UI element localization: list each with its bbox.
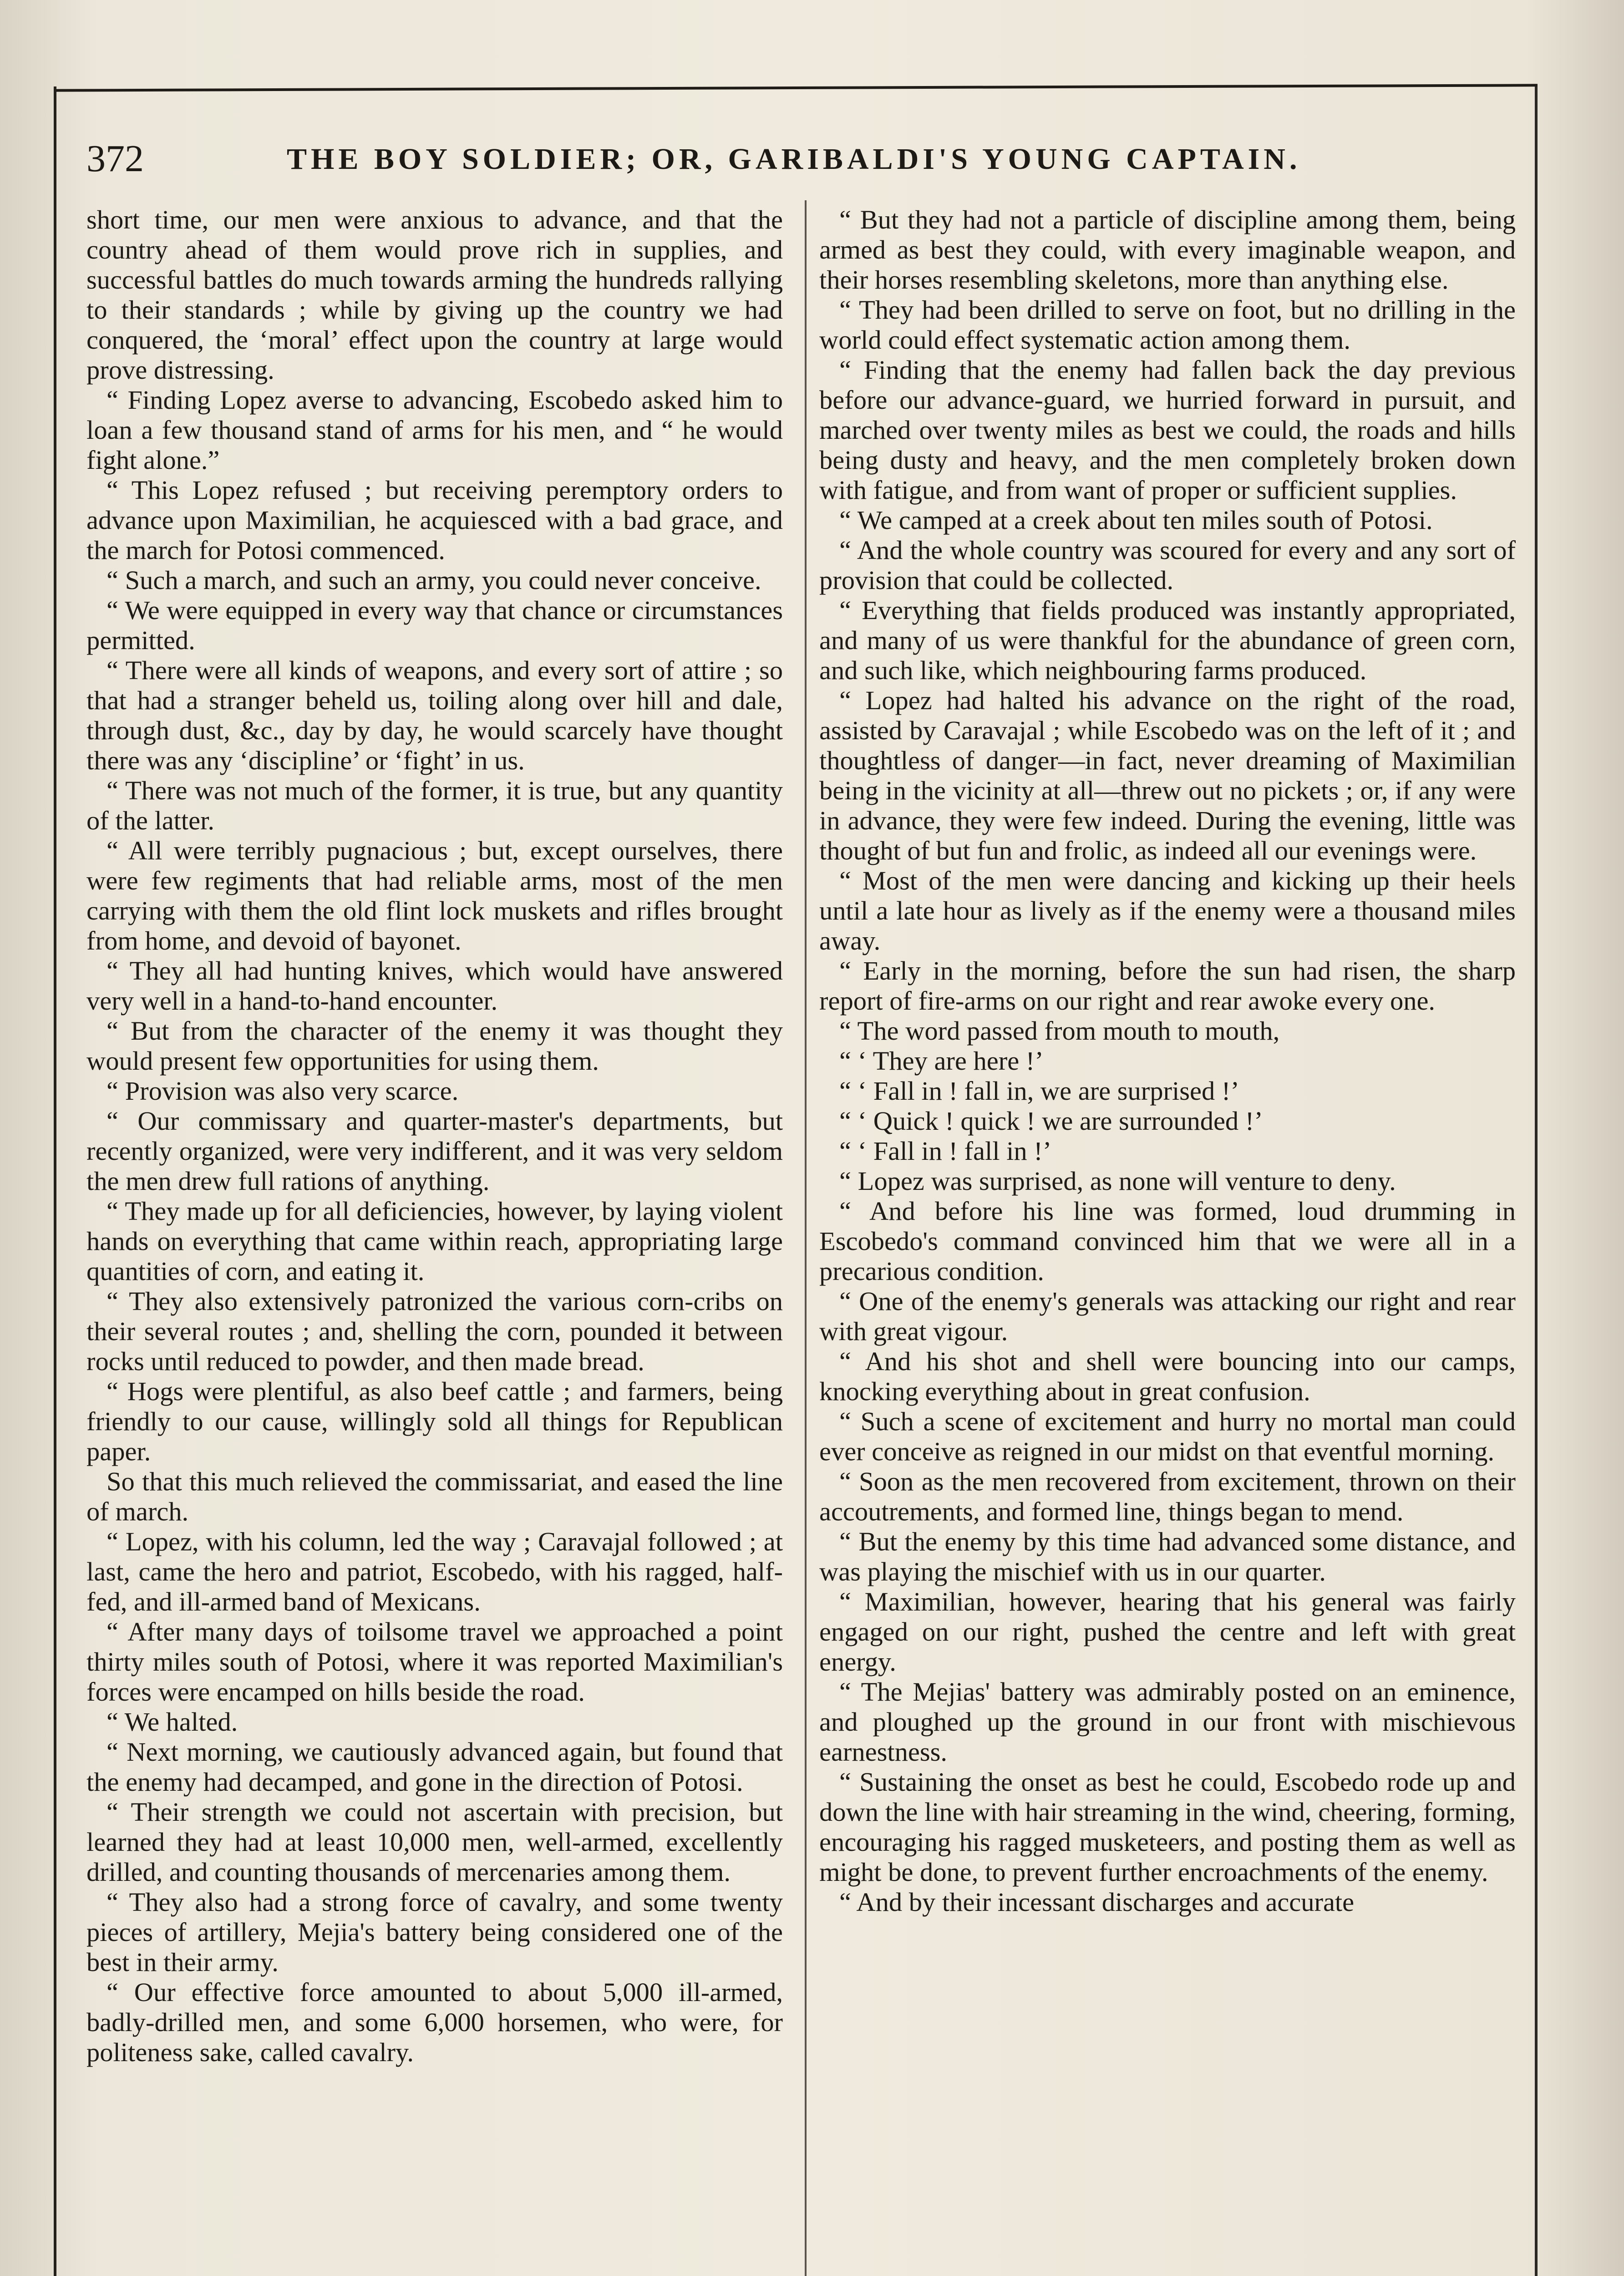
paragraph: “ One of the enemy's generals was attacking our right and rear with great vigour. bbox=[819, 1286, 1516, 1346]
paragraph: “ And before his line was formed, loud drumming in Escobedo's command convinced him that we were all in a precarious condition. bbox=[819, 1196, 1516, 1286]
paragraph: “ The Mejias' battery was admirably posted on an eminence, and ploughed up the ground in our front with mischievous earnestness. bbox=[819, 1677, 1516, 1767]
paragraph: “ They also extensively patronized the various corn-cribs on their several routes ; and, shelling the corn, pounded it between rocks until reduced to powder, and then made bread. bbox=[86, 1286, 783, 1376]
paragraph: “ They made up for all deficiencies, however, by laying violent hands on everything that came within reach, appropriating large quantities of corn, and eating it. bbox=[86, 1196, 783, 1286]
paragraph: “ There was not much of the former, it is true, but any quantity of the latter. bbox=[86, 776, 783, 835]
paragraph: “ Such a march, and such an army, you could never conceive. bbox=[107, 565, 761, 595]
page-header bbox=[86, 132, 1507, 187]
paragraph: “ Next morning, we cautiously advanced again, but found that the enemy had decamped, and gone in the direction of Potosi. bbox=[86, 1737, 783, 1797]
paragraph: “ The word passed from mouth to mouth, bbox=[839, 1016, 1280, 1046]
paragraph: “ Such a scene of excitement and hurry no mortal man could ever conceive as reigned in our midst on that eventful morning. bbox=[819, 1407, 1516, 1466]
border-rule-left bbox=[54, 86, 56, 2276]
paragraph: “ ‘ Quick ! quick ! we are surrounded !’ bbox=[839, 1106, 1263, 1136]
paragraph: “ Lopez had halted his advance on the right of the road, assisted by Caravajal ; while Escobedo was on the left of it ; and thoughtless of danger—in fact, never dreaming of Maximilian being in the vicinity at all—threw out no pickets ; or, if any were in advance, they were few indeed. During the evening, little was thought of but fun and frolic, as indeed all our evenings were. bbox=[819, 686, 1516, 865]
paragraph: “ Most of the men were dancing and kicking up their heels until a late hour as lively as if the enemy were a thousand miles away. bbox=[819, 866, 1516, 955]
paragraph: “ This Lopez refused ; but receiving peremptory orders to advance upon Maximilian, he acquiesced with a bad grace, and the march for Potosi commenced. bbox=[86, 475, 783, 565]
paragraph: “ ‘ Fall in ! fall in !’ bbox=[839, 1136, 1052, 1166]
paragraph: “ Sustaining the onset as best he could, Escobedo rode up and down the line with hair streaming in the wind, cheering, forming, encouraging his ragged musketeers, and posting them as well as might be done, to prevent further encroachments of the enemy. bbox=[819, 1767, 1516, 1887]
page-number: 372 bbox=[86, 137, 144, 180]
border-rule-right bbox=[1535, 86, 1538, 2276]
running-title: THE BOY SOLDIER; OR, GARIBALDI'S YOUNG CAPTAIN. bbox=[287, 142, 1301, 176]
paragraph: “ ‘ They are here !’ bbox=[839, 1046, 1044, 1076]
paragraph: “ They had been drilled to serve on foot, but no drilling in the world could effect systematic action among them. bbox=[819, 295, 1516, 355]
paragraph: “ Hogs were plentiful, as also beef cattle ; and farmers, being friendly to our cause, willingly sold all things for Republican paper. bbox=[86, 1377, 783, 1466]
paragraph: “ And the whole country was scoured for every and any sort of provision that could be collected. bbox=[819, 535, 1516, 595]
paragraph: “ We halted. bbox=[107, 1707, 238, 1737]
column-divider bbox=[805, 200, 807, 2276]
paragraph: “ Our effective force amounted to about 5,000 ill-armed, badly-drilled men, and some 6,000 horsemen, who were, for politeness sake, called cavalry. bbox=[86, 1977, 783, 2067]
paragraph: “ Lopez was surprised, as none will venture to deny. bbox=[839, 1166, 1396, 1196]
paragraph: “ And by their incessant discharges and accurate bbox=[839, 1887, 1355, 1917]
paragraph: “ Maximilian, however, hearing that his general was fairly engaged on our right, pushed the centre and left with great energy. bbox=[819, 1587, 1516, 1677]
paragraph: “ We were equipped in every way that chance or circumstances permitted. bbox=[86, 595, 783, 655]
paragraph: “ ‘ Fall in ! fall in, we are surprised !’ bbox=[839, 1076, 1239, 1106]
paragraph: “ But the enemy by this time had advanced some distance, and was playing the mischief with us in our quarter. bbox=[819, 1527, 1516, 1586]
paragraph: “ They all had hunting knives, which would have answered very well in a hand-to-hand encounter. bbox=[86, 956, 783, 1016]
paragraph: “ Everything that fields produced was instantly appropriated, and many of us were thankful for the abundance of green corn, and such like, which neighbouring farms produced. bbox=[819, 595, 1516, 685]
paragraph: “ Early in the morning, before the sun had risen, the sharp report of fire-arms on our right and rear awoke every one. bbox=[819, 956, 1516, 1016]
paragraph: “ Provision was also very scarce. bbox=[107, 1076, 459, 1106]
paragraph: “ Finding Lopez averse to advancing, Escobedo asked him to loan a few thousand stand of arms for his men, and “ he would fight alone.” bbox=[86, 385, 783, 475]
paragraph: “ Our commissary and quarter-master's departments, but recently organized, were very indifferent, and it was very seldom the men drew full rations of anything. bbox=[86, 1106, 783, 1196]
paragraph: “ There were all kinds of weapons, and every sort of attire ; so that had a stranger beheld us, toiling along over hill and dale, through dust, &c., day by day, he would scarcely have thought there was any ‘discipline’ or ‘fight’ in us. bbox=[86, 655, 783, 775]
paragraph: “ All were terribly pugnacious ; but, except ourselves, there were few regiments that had reliable arms, most of the men carrying with them the old flint lock muskets and rifles brought from home, and devoid of bayonet. bbox=[86, 836, 783, 955]
right-text-column bbox=[819, 205, 1516, 2276]
paragraph: “ But they had not a particle of discipline among them, being armed as best they could, with every imaginable weapon, and their horses resembling skeletons, more than anything else. bbox=[819, 205, 1516, 295]
paragraph: “ But from the character of the enemy it was thought they would present few opportunities for using them. bbox=[86, 1016, 783, 1076]
left-text-column bbox=[86, 205, 783, 2276]
paragraph: “ And his shot and shell were bouncing into our camps, knocking everything about in great confusion. bbox=[819, 1346, 1516, 1406]
paragraph: short time, our men were anxious to advance, and that the country ahead of them would prove rich in supplies, and successful battles do much towards arming the hundreds rallying to their standards ; while by giving up the country we had conquered, the ‘moral’ effect upon the country at large would prove distressing. bbox=[86, 205, 783, 385]
paragraph: “ Their strength we could not ascertain with precision, but learned they had at least 10,000 men, well-armed, excellently drilled, and counting thousands of mercenaries among them. bbox=[86, 1797, 783, 1887]
paragraph: “ After many days of toilsome travel we approached a point thirty miles south of Potosi, where it was reported Maximilian's forces were encamped on hills beside the road. bbox=[86, 1617, 783, 1707]
paragraph: “ Soon as the men recovered from excitement, thrown on their accoutrements, and formed line, things began to mend. bbox=[819, 1467, 1516, 1526]
paragraph: “ Lopez, with his column, led the way ; Caravajal followed ; at last, came the hero and patriot, Escobedo, with his ragged, half-fed, and ill-armed band of Mexicans. bbox=[86, 1527, 783, 1616]
paragraph: “ They also had a strong force of cavalry, and some twenty pieces of artillery, Mejia's battery being considered one of the best in their army. bbox=[86, 1887, 783, 1977]
paragraph: So that this much relieved the commissariat, and eased the line of march. bbox=[86, 1467, 783, 1526]
paragraph: “ Finding that the enemy had fallen back the day previous before our advance-guard, we hurried forward in pursuit, and marched over twenty miles as best we could, the roads and hills being dusty and heavy, and the men completely broken down with fatigue, and from want of proper or sufficient supplies. bbox=[819, 355, 1516, 505]
border-rule-top bbox=[54, 84, 1538, 91]
paragraph: “ We camped at a creek about ten miles south of Potosi. bbox=[839, 505, 1433, 535]
